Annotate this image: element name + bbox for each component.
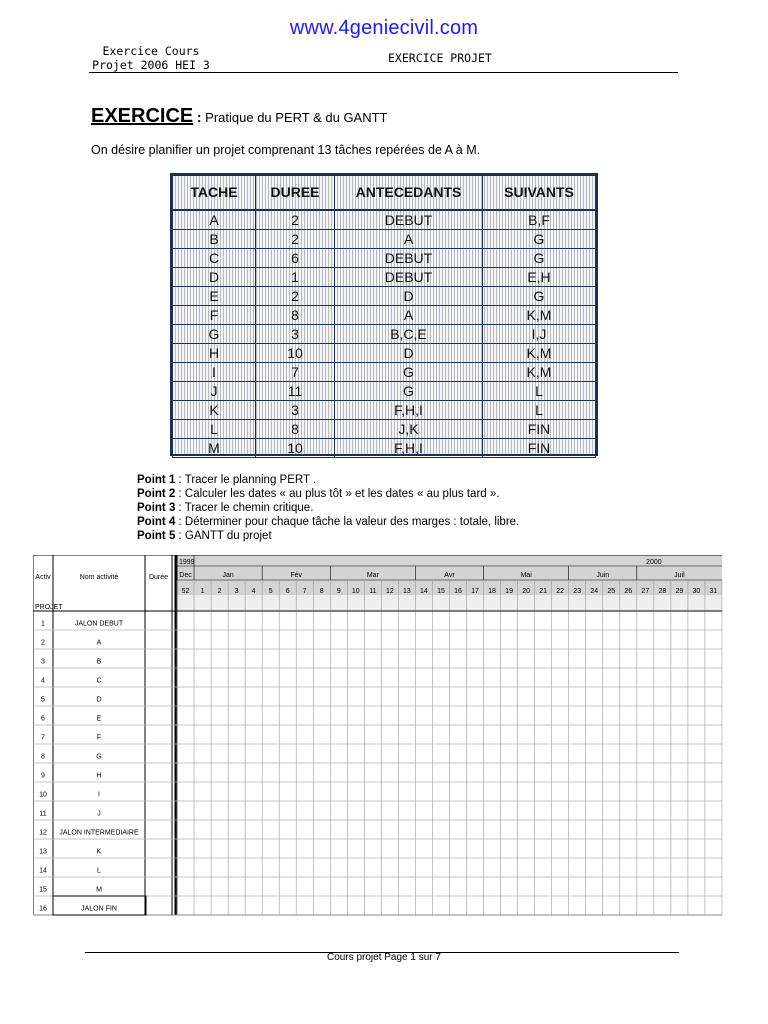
activity-id: 3 xyxy=(41,658,45,666)
exercise-colon: : xyxy=(196,109,202,125)
task-cell: H xyxy=(173,344,256,363)
duration-cell: 2 xyxy=(256,287,335,306)
week-label: 8 xyxy=(319,588,324,595)
header-doc-title: EXERCICE PROJET xyxy=(388,51,492,65)
instruction-item xyxy=(137,487,519,501)
week-label: 13 xyxy=(403,588,411,595)
task-cell: D xyxy=(173,268,256,287)
task-cell: B xyxy=(173,230,256,249)
duration-cell: 2 xyxy=(256,230,335,249)
exercise-title: EXERCICE xyxy=(91,105,194,127)
activity-id: 4 xyxy=(41,677,45,685)
month-label: Avr xyxy=(444,572,455,579)
predecessors-cell: G xyxy=(335,363,483,382)
activity-id: 5 xyxy=(41,696,45,704)
activity-id: 12 xyxy=(39,829,47,837)
instruction-item xyxy=(137,473,519,487)
duration-cell: 6 xyxy=(256,249,335,268)
activity-name: JALON DEBUT xyxy=(74,620,124,628)
successors-cell: K,M xyxy=(483,363,596,382)
instruction-item xyxy=(137,501,519,515)
activity-name: K xyxy=(96,848,102,856)
successors-cell: L xyxy=(483,401,596,420)
successors-cell: G xyxy=(483,287,596,306)
activity-id: 13 xyxy=(39,848,47,856)
week-label: 12 xyxy=(385,588,394,595)
successors-cell: I,J xyxy=(483,325,596,344)
duration-cell: 1 xyxy=(256,268,335,287)
duration-cell: 2 xyxy=(256,210,335,230)
month-label: Juil xyxy=(674,572,685,579)
activity-name: I xyxy=(98,791,100,799)
activity-name: H xyxy=(96,772,102,780)
week-label: 19 xyxy=(505,588,513,595)
task-cell: C xyxy=(173,249,256,268)
successors-cell: G xyxy=(483,249,596,268)
activity-name: M xyxy=(96,886,102,894)
task-cell: E xyxy=(173,287,256,306)
duration-col-header: DUREE xyxy=(256,176,335,211)
week-label: 16 xyxy=(454,588,462,595)
activity-name: L xyxy=(97,867,101,875)
activity-id: 8 xyxy=(41,753,45,761)
successors-cell: K,M xyxy=(483,344,596,363)
activity-id-col-header: Activ xyxy=(35,574,51,581)
activity-name-col-header: Nom activité xyxy=(79,574,119,581)
predecessors-cell: J,K xyxy=(335,420,483,439)
task-row xyxy=(173,306,596,325)
predecessors-cell: G xyxy=(335,382,483,401)
successors-cell: FIN xyxy=(483,439,596,458)
week-label: 2 xyxy=(217,588,222,595)
predecessors-cell: F,H,I xyxy=(335,439,483,458)
task-table-header-row xyxy=(173,176,596,211)
exercise-heading xyxy=(91,105,388,128)
week-label: 15 xyxy=(437,588,445,595)
predecessors-col-header: ANTECEDANTS xyxy=(335,176,483,211)
month-label: Juin xyxy=(596,572,610,579)
task-row xyxy=(173,230,596,249)
activity-id: 14 xyxy=(39,867,47,875)
week-label: 21 xyxy=(539,588,548,595)
task-cell: I xyxy=(173,363,256,382)
task-cell: G xyxy=(173,325,256,344)
activity-id: 10 xyxy=(39,791,47,799)
duration-cell: 10 xyxy=(256,344,335,363)
task-row xyxy=(173,287,596,306)
week-label: 28 xyxy=(658,588,667,595)
duration-cell: 8 xyxy=(256,306,335,325)
week-label: 18 xyxy=(488,588,496,595)
activity-name: J xyxy=(97,810,101,818)
duration-col-header: Durée xyxy=(148,574,169,581)
week-label: 5 xyxy=(268,588,273,595)
activity-id: 15 xyxy=(39,886,47,894)
instruction-label: Point 2 xyxy=(137,488,176,500)
task-col-header: TACHE xyxy=(173,176,256,211)
predecessors-cell: DEBUT xyxy=(335,268,483,287)
instruction-label: Point 4 xyxy=(137,516,176,528)
successors-cell: K,M xyxy=(483,306,596,325)
week-label: 9 xyxy=(336,588,341,595)
duration-cell: 3 xyxy=(256,401,335,420)
activity-id: 2 xyxy=(41,639,45,647)
week-label: 29 xyxy=(675,588,684,595)
instruction-text: : Tracer le planning PERT . xyxy=(175,474,317,486)
instruction-item xyxy=(137,529,519,543)
instruction-text: : GANTT du projet xyxy=(175,530,272,542)
week-label: 24 xyxy=(590,588,599,595)
week-label: 11 xyxy=(369,588,377,595)
duration-cell: 8 xyxy=(256,420,335,439)
task-row xyxy=(173,420,596,439)
week-label: 3 xyxy=(234,588,239,595)
duration-cell: 7 xyxy=(256,363,335,382)
activity-name: B xyxy=(96,658,102,666)
week-label: 17 xyxy=(471,588,479,595)
activity-id: 16 xyxy=(39,905,47,913)
month-label: Dec xyxy=(179,572,192,579)
activity-name: G xyxy=(96,753,102,761)
task-row xyxy=(173,249,596,268)
task-cell: L xyxy=(173,420,256,439)
task-cell: A xyxy=(173,210,256,230)
activity-name: D xyxy=(96,696,102,704)
header-course-info xyxy=(92,44,210,72)
activity-id: 9 xyxy=(41,772,45,780)
activity-name: JALON INTERMEDIAIRE xyxy=(59,829,139,837)
month-label: Jan xyxy=(222,572,234,579)
week-label: 4 xyxy=(251,588,256,595)
month-label: Fév xyxy=(290,572,303,579)
task-table xyxy=(170,173,598,456)
week-label: 22 xyxy=(556,588,565,595)
predecessors-cell: A xyxy=(335,306,483,325)
header-divider xyxy=(89,72,678,73)
instruction-text: : Calculer les dates « au plus tôt » et les dates « au plus tard ». xyxy=(175,488,500,500)
successors-cell: B,F xyxy=(483,210,596,230)
activity-name: F xyxy=(96,734,102,742)
activity-id: 1 xyxy=(41,620,45,628)
predecessors-cell: DEBUT xyxy=(335,249,483,268)
instruction-text: : Déterminer pour chaque tâche la valeur des marges : totale, libre. xyxy=(175,516,520,528)
exercise-intro: On désire planifier un projet comprenant 13 tâches repérées de A à M. xyxy=(91,143,481,157)
task-row xyxy=(173,363,596,382)
predecessors-cell: D xyxy=(335,287,483,306)
activity-id: 11 xyxy=(39,810,47,818)
task-cell: F xyxy=(173,306,256,325)
successors-cell: L xyxy=(483,382,596,401)
successors-col-header: SUIVANTS xyxy=(483,176,596,211)
activity-name: E xyxy=(96,715,102,723)
week-label: 1 xyxy=(200,588,205,595)
duration-cell: 3 xyxy=(256,325,335,344)
header-course-line1: Exercice Cours xyxy=(102,44,200,58)
task-cell: K xyxy=(173,401,256,420)
activity-name: A xyxy=(96,639,102,647)
week-label: 20 xyxy=(522,588,531,595)
week-label: 52 xyxy=(181,588,190,595)
week-label: 27 xyxy=(641,588,650,595)
activity-id: 6 xyxy=(41,715,45,723)
header-course-line2: Projet 2006 HEI 3 xyxy=(92,58,210,72)
year-label: 1999 xyxy=(179,559,195,566)
instruction-label: Point 5 xyxy=(137,530,176,542)
week-label: 30 xyxy=(692,588,701,595)
month-label: Mai xyxy=(520,572,532,579)
activity-name: JALON FIN xyxy=(81,905,117,913)
week-label: 6 xyxy=(285,588,290,595)
week-label: 14 xyxy=(420,588,428,595)
month-label: Mar xyxy=(366,572,379,579)
gantt-chart-grid xyxy=(33,555,742,917)
year-label: 2000 xyxy=(646,559,662,566)
predecessors-cell: B,C,E xyxy=(335,325,483,344)
activity-id: 7 xyxy=(41,734,45,742)
task-row xyxy=(173,382,596,401)
task-cell: J xyxy=(173,382,256,401)
duration-cell: 11 xyxy=(256,382,335,401)
predecessors-cell: D xyxy=(335,344,483,363)
instruction-label: Point 3 xyxy=(137,502,176,514)
project-label: PROJET xyxy=(35,604,63,611)
task-row xyxy=(173,210,596,230)
week-label: 26 xyxy=(624,588,633,595)
week-label: 7 xyxy=(302,588,307,595)
task-row xyxy=(173,401,596,420)
successors-cell: E,H xyxy=(483,268,596,287)
instructions-list xyxy=(137,473,519,543)
instruction-label: Point 1 xyxy=(137,474,176,486)
week-label: 31 xyxy=(709,588,718,595)
task-row xyxy=(173,268,596,287)
week-label: 25 xyxy=(607,588,616,595)
predecessors-cell: DEBUT xyxy=(335,210,483,230)
task-row xyxy=(173,325,596,344)
instruction-item xyxy=(137,515,519,529)
task-row xyxy=(173,439,596,458)
successors-cell: G xyxy=(483,230,596,249)
predecessors-cell: A xyxy=(335,230,483,249)
task-cell: M xyxy=(173,439,256,458)
task-row xyxy=(173,344,596,363)
week-label: 23 xyxy=(573,588,582,595)
predecessors-cell: F,H,I xyxy=(335,401,483,420)
instruction-text: : Tracer le chemin critique. xyxy=(175,502,314,514)
duration-cell: 10 xyxy=(256,439,335,458)
footer-page-number: Cours projet Page 1 sur 7 xyxy=(327,952,441,963)
exercise-subtitle: Pratique du PERT & du GANTT xyxy=(205,110,388,125)
site-url-link[interactable]: www.4geniecivil.com xyxy=(289,17,479,39)
activity-name: C xyxy=(96,677,102,685)
week-label: 10 xyxy=(351,588,360,595)
successors-cell: FIN xyxy=(483,420,596,439)
